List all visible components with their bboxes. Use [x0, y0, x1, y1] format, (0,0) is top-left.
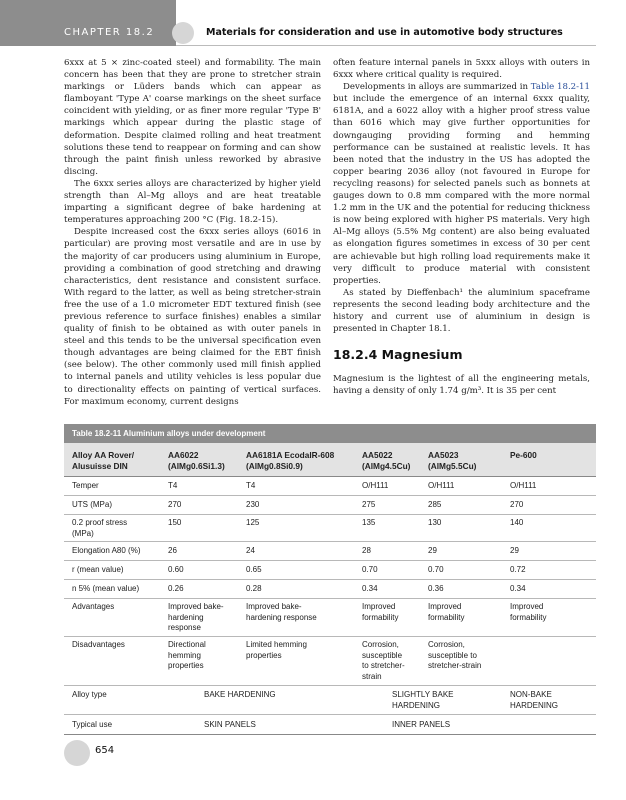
header-line: AA5023: [428, 450, 459, 460]
paragraph: often feature internal panels in 5xxx alloys with outers in 6xxx where critical quality is required.: [333, 58, 590, 81]
running-title: Materials for consideration and use in automotive body structures: [206, 27, 563, 38]
table-row: [64, 637, 596, 686]
table-row: [64, 686, 596, 715]
row-label: n 5% (mean value): [72, 584, 140, 593]
table-cell: 29: [510, 546, 519, 555]
table-cell: NON-BAKE HARDENING: [510, 690, 559, 710]
table-cell: Improved formability: [510, 602, 547, 622]
row-label: r (mean value): [72, 565, 124, 574]
table-row: [64, 580, 596, 599]
table-cell: 285: [428, 500, 442, 509]
table-cell: O/H111: [362, 481, 389, 490]
table-row: [64, 542, 596, 561]
table-cell: O/H111: [428, 481, 455, 490]
table-row: [64, 599, 596, 637]
table-cell: O/H111: [510, 481, 537, 490]
row-label: Temper: [72, 481, 99, 490]
table-row: [64, 715, 596, 735]
left-column: [64, 57, 321, 408]
right-column: [333, 57, 590, 397]
text-span: Developments in alloys are summarized in: [343, 82, 531, 93]
table-cell: 0.65: [246, 565, 262, 574]
header-line: AA5022: [362, 450, 393, 460]
paragraph: [333, 81, 590, 287]
table-cell: Improved bake-hardening response: [168, 602, 224, 632]
table-cell: 0.34: [362, 584, 378, 593]
table-cell: 150: [168, 518, 182, 527]
alloy-table: [64, 424, 596, 735]
table-cell: 270: [168, 500, 182, 509]
header-cell: [510, 450, 594, 461]
paragraph: 6xxx at 5 × zinc-coated steel) and formability. The main concern has been that they are prone to stretcher strain markings or Lüders bands which can appear as flamboyant 'Type A' coarse markings on the sheet surface coincident with yielding, or as finer more regular 'Type B' markings which appear during the plastic stage of deformation. Despite claimed rolling and heat treatment solutions these tend to reappear on forming and can show through the paint finish unless reworked by abrasive discing.: [64, 58, 321, 177]
header-line: Alloy AA Rover/: [72, 450, 135, 460]
table-header-row: [64, 443, 596, 477]
paragraph: Magnesium is the lightest of all the engineering metals, having a density of only 1.74 g/m³. It is 35 per cent: [333, 374, 590, 397]
table-row: [64, 515, 596, 542]
table-cell: Improved bake-hardening response: [246, 602, 317, 622]
row-label: UTS (MPa): [72, 500, 112, 509]
header-divider: [176, 45, 596, 46]
row-label: Typical use: [72, 720, 113, 729]
table-cell: 275: [362, 500, 376, 509]
header-line: (AlMg0.8Si0.9): [246, 460, 303, 471]
table-cell: 0.36: [428, 584, 444, 593]
table-cell: Corrosion, susceptible to stretcher-strain: [362, 640, 405, 681]
table-cell: INNER PANELS: [392, 720, 451, 729]
table-cell: 0.28: [246, 584, 262, 593]
table-cell: 130: [428, 518, 442, 527]
table-reference-link[interactable]: Table 18.2-11: [530, 82, 590, 93]
table-cell: 0.60: [168, 565, 184, 574]
table-cell: Improved formability: [428, 602, 465, 622]
footer-circle-ornament: [64, 740, 90, 766]
page-number: 654: [95, 745, 115, 756]
table-cell: SLIGHTLY BAKE HARDENING: [392, 690, 454, 710]
paragraph: The 6xxx series alloys are characterized by higher yield strength than Al–Mg alloys and are heat treatable imparting a significant degree of bake hardening at temperatures approaching 200 °C (Fig. 18.2-15).: [64, 178, 321, 226]
chapter-label: CHAPTER 18.2: [64, 27, 155, 38]
table-cell: 135: [362, 518, 376, 527]
row-label: Elongation A80 (%): [72, 546, 141, 555]
table-cell: SKIN PANELS: [204, 720, 256, 729]
paragraph: Despite increased cost the 6xxx series alloys (6016 in particular) are proving most versatile and are in use by the majority of car producers using aluminium in Europe, providing a combination of good stretching and drawing characteristics, dent resistance and consistent surface. With regard to the latter, as well as being stretcher-strain free the use of a 1.0 micrometer EDT textured finish (see previous reference to surface finishes) enables a similar quality of finish to be obtained as with outer panels in steel and this tends to be the universal specification even though advantages are being claimed for the EBT finish (see below). The other commonly used mill finish applied to internal panels and utility vehicles is less popular due to directionality effects on painting of vertical surfaces. For maximum economy, current designs: [64, 227, 321, 407]
header-line: AA6022: [168, 450, 199, 460]
table-cell: Directional hemming properties: [168, 640, 206, 670]
table-cell: 0.70: [362, 565, 378, 574]
table-caption: Table 18.2-11 Aluminium alloys under development: [64, 424, 596, 443]
table-cell: 26: [168, 546, 177, 555]
table-cell: 24: [246, 546, 255, 555]
table-cell: Corrosion, susceptible to stretcher-strain: [428, 640, 482, 670]
table-cell: 0.34: [510, 584, 526, 593]
table-cell: 28: [362, 546, 371, 555]
section-heading: 18.2.4 Magnesium: [333, 347, 463, 363]
table-cell: BAKE HARDENING: [204, 690, 276, 699]
table-cell: 140: [510, 518, 524, 527]
header-line: (AlMg5.5Cu): [428, 460, 477, 471]
header-line: Alusuisse DIN: [72, 460, 128, 471]
text-span: but include the emergence of an internal 6xxx quality, 6181A, and a 6022 alloy with a higher proof stress value than 6016 which may give further opportunities for downgauging providing forming and hemming performance can be sustained at realistic levels. It has been noted that the industry in the US has adopted the copper bearing 2036 alloy (not favoured in Europe for recycling reasons) for selected panels such as bonnets at gauges down to 0.8 mm compared with the more normal 1.2 mm in the UK and the potential for reducing thickness is now being explored with higher PS materials. Very high Al–Mg alloys (5.5% Mg content) are also being evaluated as elongation figures sometimes in excess of 30 per cent are achievable but high rolling load requirements make it very difficult to produce material with consistent properties.: [333, 94, 590, 286]
table-row: [64, 477, 596, 496]
header-cell: [72, 450, 158, 471]
row-label: Disadvantages: [72, 640, 125, 649]
header-cell: [246, 450, 356, 471]
chapter-tab: [0, 0, 176, 46]
table-cell: 270: [510, 500, 524, 509]
table-cell: 29: [428, 546, 437, 555]
header-cell: [362, 450, 424, 471]
header-circle-ornament: [172, 22, 194, 44]
header-cell: [168, 450, 240, 471]
header-line: AA6181A EcodalR-608: [246, 450, 335, 460]
table-cell: 0.70: [428, 565, 444, 574]
page-header: [0, 0, 626, 46]
row-label: 0.2 proof stress (MPa): [72, 518, 128, 538]
header-cell: [428, 450, 508, 471]
table-cell: T4: [246, 481, 256, 490]
header-line: Pe-600: [510, 450, 537, 460]
table-cell: Improved formability: [362, 602, 399, 622]
paragraph: As stated by Dieffenbach¹ the aluminium spaceframe represents the second leading body architecture and the history and current use of aluminium in design is presented in Chapter 18.1.: [333, 287, 590, 335]
table-row: [64, 561, 596, 580]
table-cell: 0.26: [168, 584, 184, 593]
header-line: (AlMg4.5Cu): [362, 460, 411, 471]
table-cell: 0.72: [510, 565, 526, 574]
table-cell: 230: [246, 500, 260, 509]
table-cell: Limited hemming properties: [246, 640, 307, 660]
table-cell: 125: [246, 518, 260, 527]
header-line: (AlMg0.6Si1.3): [168, 460, 225, 471]
row-label: Alloy type: [72, 690, 107, 699]
table-row: [64, 496, 596, 515]
row-label: Advantages: [72, 602, 115, 611]
table-cell: T4: [168, 481, 178, 490]
